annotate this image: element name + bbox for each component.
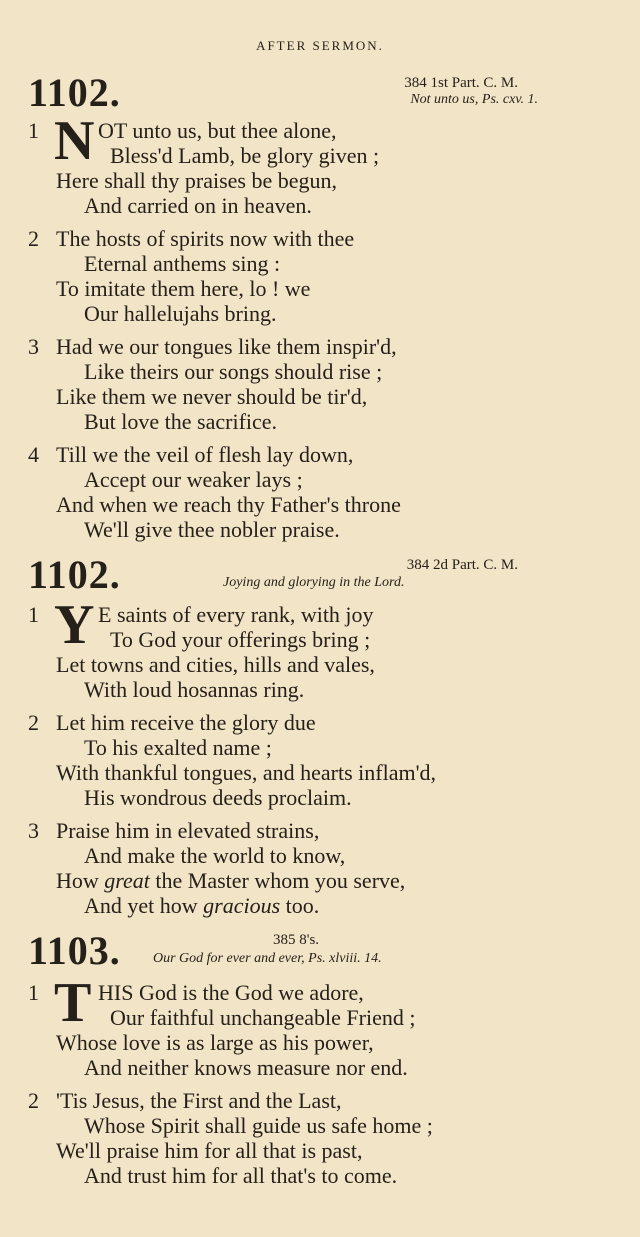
verse-line: E saints of every rank, with joy	[98, 602, 374, 627]
verse-line: Like them we never should be tir'd,	[56, 384, 368, 409]
verse-line: Accept our weaker lays ;	[84, 467, 303, 492]
verse-line	[84, 893, 319, 918]
verse-line: And trust him for all that's to come.	[84, 1163, 398, 1188]
verse-line: We'll give thee nobler praise.	[84, 517, 340, 542]
verse-line: Whose love is as large as his power,	[56, 1030, 374, 1055]
verse-number: 3	[28, 334, 39, 359]
verse-number: 3	[28, 818, 39, 843]
verse-line: Bless'd Lamb, be glory given ;	[110, 143, 380, 168]
verse-line: With thankful tongues, and hearts inflam'd,	[56, 760, 437, 785]
verse-line: Praise him in elevated strains,	[56, 818, 320, 843]
hymn-subtitle-title: Not unto us,	[410, 92, 479, 107]
verse-line: To God your offerings bring ;	[110, 627, 371, 652]
italic-word: gracious	[203, 893, 281, 918]
hymn-header-1102-part2	[28, 552, 618, 604]
hymn-subtitle-ref: Ps. cxv. 1.	[478, 92, 538, 107]
hymn-number: 1102.	[28, 70, 121, 115]
drop-cap: N	[54, 110, 95, 172]
verse-line: And make the world to know,	[84, 843, 346, 868]
verse-line: HIS God is the God we adore,	[98, 980, 364, 1005]
verse-line: To his exalted name ;	[84, 735, 272, 760]
hymn-subtitle: Joying and glorying in the Lord.	[223, 575, 405, 590]
verse-number: 2	[28, 1088, 39, 1113]
hymn-meter: 384 2d Part. C. M.	[406, 557, 518, 573]
verse-line: Whose Spirit shall guide us safe home ;	[84, 1113, 433, 1138]
verse-line: His wondrous deeds proclaim.	[84, 785, 352, 810]
verse-line: Eternal anthems sing :	[84, 251, 281, 276]
hymn-number: 1102.	[28, 552, 121, 597]
verse-line: Like theirs our songs should rise ;	[84, 359, 383, 384]
verse-number: 1	[28, 118, 39, 143]
hymn-subtitle-ref: Ps. xlviii. 14.	[304, 951, 382, 966]
line-text: And yet how	[84, 893, 204, 918]
verse-number: 4	[28, 442, 39, 467]
verse-line: OT unto us, but thee alone,	[98, 118, 337, 143]
hymn-meter: 385 8's.	[273, 932, 320, 948]
verse-line: Our faithful unchangeable Friend ;	[110, 1005, 416, 1030]
running-head: AFTER SERMON.	[256, 38, 384, 53]
verse-line: We'll praise him for all that is past,	[56, 1138, 363, 1163]
verse-line: And when we reach thy Father's throne	[56, 492, 401, 517]
verse-line: Let him receive the glory due	[56, 710, 316, 735]
hymn-subtitle	[28, 91, 608, 109]
line-text: How	[56, 868, 105, 893]
hymn-subtitle	[153, 950, 613, 968]
hymn-header-1102-part1	[28, 70, 618, 122]
verse-number: 1	[28, 602, 39, 627]
verse-line: Here shall thy praises be begun,	[56, 168, 338, 193]
verse-line: To imitate them here, lo ! we	[56, 276, 311, 301]
drop-cap: T	[54, 972, 92, 1034]
verse-line: And carried on in heaven.	[84, 193, 312, 218]
verse-line: Our hallelujahs bring.	[84, 301, 277, 326]
verse-number: 2	[28, 226, 39, 251]
hymn-meter: 384 1st Part. C. M.	[404, 75, 518, 91]
verse-line: Till we the veil of flesh lay down,	[56, 442, 354, 467]
verse-line: 'Tis Jesus, the First and the Last,	[56, 1088, 342, 1113]
drop-cap: Y	[54, 594, 95, 656]
hymn-header-1103	[28, 928, 618, 980]
italic-word: great	[104, 868, 150, 893]
verse-line: But love the sacrifice.	[84, 409, 278, 434]
verse-line: Let towns and cities, hills and vales,	[56, 652, 375, 677]
verse-line: Had we our tongues like them inspir'd,	[56, 334, 397, 359]
hymn-number: 1103.	[28, 928, 121, 973]
verse-line	[56, 868, 405, 893]
line-text: too.	[280, 893, 320, 918]
hymn-subtitle-title: Our God for ever and ever,	[153, 951, 305, 966]
verse-line: The hosts of spirits now with thee	[56, 226, 355, 251]
verse-line: With loud hosannas ring.	[84, 677, 305, 702]
verse-line: And neither knows measure nor end.	[84, 1055, 408, 1080]
verse-number: 2	[28, 710, 39, 735]
line-text: the Master whom you serve,	[149, 868, 406, 893]
verse-number: 1	[28, 980, 39, 1005]
